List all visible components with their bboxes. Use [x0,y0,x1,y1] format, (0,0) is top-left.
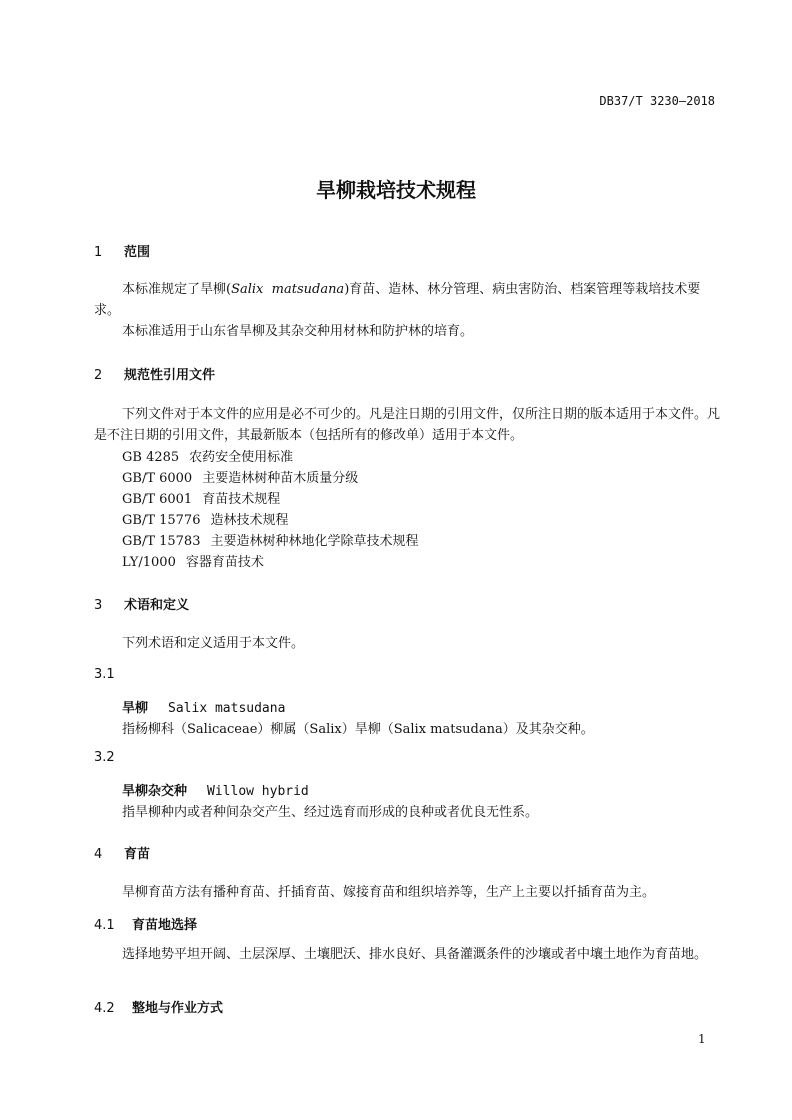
reference-code: GB/T 6001 [122,492,193,507]
reference-item [122,509,289,528]
section-title: 范围 [124,245,151,260]
term-entry [122,780,309,799]
term-number: 3.1 [94,667,115,682]
section-3-heading [94,594,189,613]
section-number: 4.1 [94,918,115,933]
section-title: 整地与作业方式 [132,1001,224,1016]
scope-paragraph-2: 本标准适用于山东省旱柳及其杂交种用材林和防护林的培育。 [122,324,474,339]
reference-code: GB 4285 [122,450,180,465]
references-intro: 下列文件对于本文件的应用是必不可少的。凡是注日期的引用文件，仅所注日期的版本适用于本文件。凡是不注日期的引用文件，其最新版本（包括所有的修改单）适用于本文件。 [94,407,721,443]
reference-title: 容器育苗技术 [185,555,264,570]
nursery-intro: 旱柳育苗方法有播种育苗、扦插育苗、嫁接育苗和组织培养等，生产上主要以扦插育苗为主。 [122,885,656,900]
reference-code: GB/T 15776 [122,513,201,528]
section-title: 育苗地选择 [132,918,198,933]
reference-code: GB/T 15783 [122,534,201,549]
section-4-heading [94,843,150,862]
section-number: 1 [94,245,103,260]
term-number: 3.2 [94,750,115,765]
reference-title: 育苗技术规程 [202,492,281,507]
standard-code: DB37/T 3230—2018 [599,94,715,108]
text-segment: )育苗、造林、林分管理、病虫害防治、档案管理等栽培技术要求。 [94,282,701,318]
term-english: Willow hybrid [207,784,309,799]
term-chinese: 旱柳杂交种 [122,784,188,799]
reference-code: LY/1000 [122,555,176,570]
section-number: 3 [94,598,103,613]
term-english: Salix matsudana [168,701,286,716]
section-number: 4 [94,847,103,862]
section-1-heading [94,241,150,260]
term-definition: 指旱柳种内或者种间杂交产生、经过选育而形成的良种或者优良无性系。 [122,805,539,820]
reference-title: 农药安全使用标准 [189,450,294,465]
reference-item [122,488,280,507]
term-definition: 指杨柳科（Salicaceae）柳属（Salix）旱柳（Salix matsudana）及其杂交种。 [122,722,594,737]
section-title: 育苗 [124,847,151,862]
subsection-4-2-heading [94,997,223,1016]
reference-item [122,551,264,570]
term-chinese: 旱柳 [122,701,149,716]
reference-item [122,530,419,549]
section-2-heading [94,364,215,383]
terms-intro: 下列术语和定义适用于本文件。 [122,636,305,651]
latin-name: Salix matsudana [231,282,345,297]
reference-code: GB/T 6000 [122,471,193,486]
subsection-4-1-heading [94,914,197,933]
reference-item [122,446,293,465]
scope-paragraph-1 [94,279,722,321]
nursery-site-paragraph: 选择地势平坦开阔、土层深厚、土壤肥沃、排水良好、具备灌溉条件的沙壤或者中壤土地作为育苗地。 [122,947,708,962]
document-title: 旱柳栽培技术规程 [316,178,476,202]
reference-title: 造林技术规程 [210,513,289,528]
text-segment: 本标准规定了旱柳( [122,282,232,297]
page-number: 1 [698,1032,706,1046]
section-number: 4.2 [94,1001,115,1016]
term-entry [122,697,285,716]
reference-title: 主要造林树种苗木质量分级 [202,471,359,486]
section-number: 2 [94,368,103,383]
reference-item [122,467,358,486]
section-title: 规范性引用文件 [124,368,216,383]
reference-title: 主要造林树种林地化学除草技术规程 [210,534,419,549]
section-title: 术语和定义 [124,598,190,613]
